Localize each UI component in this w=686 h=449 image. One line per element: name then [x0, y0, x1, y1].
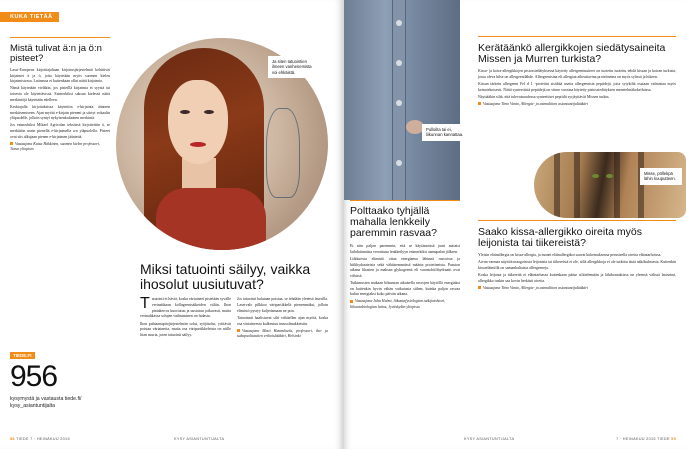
- article-allergen-extract: [478, 36, 676, 107]
- byline: [478, 102, 676, 108]
- byline-source: Vastaajana Juha Hulmi,: [355, 299, 393, 304]
- cat-stripe: [574, 152, 580, 218]
- byline-source: Vastaajana Matti Hannuksela,: [242, 328, 294, 333]
- bullet-square-icon: [478, 102, 481, 105]
- issue-info: 7 · HEINÄKUU 2015: [30, 437, 70, 441]
- paragraph: Nämä käytetään vieläkin, jos pisteillä kirjaimia ei syystä tai toisesta ole käytettävissä. Esimerkiksi saksan kielessä näitä merkintöjä käytetään edelleen.: [10, 86, 110, 102]
- byline-role: Allergia- ja astmaliiton asiantuntijalääkäri: [520, 101, 588, 106]
- cat-stripe: [638, 152, 644, 218]
- image-caption: Pulloilta tai ei, liikunnan kannattaa.: [422, 124, 468, 141]
- byline-source: Vastaajana Timo Vanto,: [483, 285, 520, 290]
- lips-shape: [190, 142, 206, 147]
- shirt-button: [396, 100, 402, 106]
- right-page: [344, 0, 686, 449]
- page-footer-section: KYSY ASIANTUNTIJALTA: [464, 437, 515, 441]
- paragraph: Yleisin eläinallergia on kissa-allergia, ja monet eläinallergikot saavat kokemuksensa perusteella oireita eläintarhoissa.: [478, 253, 662, 258]
- paragraph: Aivan varmaa näyttöä maagoisista leijonista tai tiikereistä ei ole, sillä allergikkoja ei ole tutkittu tästä näkökulmasta. Kuitenkin kissaeläimillä on samankaltaisia allergeeneja.: [478, 260, 676, 270]
- divider: [10, 37, 110, 38]
- article-body: [478, 69, 676, 100]
- byline-role: liikuntafysiologian tutkijatohtori, liikuntabiologian laitos, Jyväskylän yliopisto: [350, 299, 446, 310]
- shirt-belly-photo: [344, 0, 460, 200]
- tattoo-pattern: [266, 108, 300, 198]
- byline: [10, 142, 110, 153]
- left-page: [0, 0, 342, 449]
- divider: [478, 220, 676, 221]
- face-shape: [168, 80, 228, 164]
- paragraph: Koska leijonia ja tiikereitä ei eläintarhassa kuitenkaan pääse silittelemään ja lähikontaktissa on yleensä välissä lasiseinä, allergikko tuskin saa kovin herkästi oireita.: [478, 273, 676, 283]
- page-footer-section: KYSY ASIANTUNTIJALTA: [174, 437, 225, 441]
- divider: [350, 200, 460, 201]
- issue-info: 7 · HEINÄKUU 2015: [616, 437, 656, 441]
- magazine-name: TIEDE: [16, 437, 29, 441]
- cat-eye: [592, 174, 599, 178]
- shirt-button: [396, 60, 402, 66]
- article-big-cats: [478, 220, 676, 291]
- paragraph: Keskiajalla kirjoituksissa käytettiin e-kirjainta äänteen merkitsemiseen. Ajan myötä e-kirjain pieneni ja siirtyi vokaalin yläpuolelle, jolloin syntyi nykyisenkaltainen merkintä.: [10, 104, 110, 121]
- paragraph: [140, 297, 231, 320]
- byline: [478, 286, 676, 292]
- paragraph: Ihon puhtaanapitojärjestelmän solut, syöjäsolut, yrittävät poistaa väriainetta, mutta osa väripartikkeleista on niille liian suuria, joten tatuointi säilyy.: [140, 321, 231, 337]
- article-title: Polttaako tyhjällä mahalla lenkkeily paremmin rasvaa?: [350, 205, 437, 240]
- article-columns: [140, 297, 328, 340]
- paragraph-text: atuointi ei häviä, koska väriaineet pistetään syvälle verinahkaan kollageenisäikeiden väliin. Ihon pintakerros kuoriutuu ja uusiutuu jatkuvasti, mutta verinahkassa solujen vaihtuminen on hidasta.: [140, 297, 231, 319]
- dress-shape: [156, 188, 266, 250]
- article-title: Saako kissa-allergikko oireita myös leijonista tai tiikereistä?: [478, 226, 642, 250]
- shirt-button: [396, 160, 402, 166]
- byline: [350, 299, 460, 310]
- article-title: Mistä tulivat ä:n ja ö:n pisteet?: [10, 43, 102, 64]
- article-body: [10, 68, 110, 140]
- cat-stripe: [554, 152, 560, 218]
- article-body: [478, 253, 676, 284]
- paragraph: Ei niin paljon paremmin, että se käytännössä juuri auttaisi laihduttamista verrattuna lenkkeilyyn esimerkiksi aamupalan jälkeen.: [350, 244, 460, 254]
- feature-tag: TIEDE.FI: [10, 352, 35, 359]
- bullet-square-icon: [237, 329, 240, 332]
- cat-photo: [534, 152, 686, 218]
- paragraph: Jos esimerkiksi Mikael Agricolan tekstissä kirjoitettiin ä, se merkittiin usein pienellä e-kirjaimella a:n yläpuolella. Pisteet ovat siis alkujaan pienen e-kirjaimen jäänteitä.: [10, 123, 110, 139]
- paragraph: Jos tatuointi halutaan poistaa, se tehdään yleensä laserilla. Laservalo pilkkoo väripartikkelit pienemmiksi, jolloin elimistö pystyy kuljettamaan ne pois.: [237, 297, 328, 313]
- bullet-square-icon: [478, 286, 481, 289]
- cat-stripe: [614, 152, 620, 218]
- bullet-square-icon: [10, 142, 13, 145]
- paragraph: Kissa- ja koira-allergikkojen pistossiedätyksessä käytetty allergeeniuutteet on tuotettu tuotettu tehdä kissan ja koiran turkista, jossa oleva hilse on allergeenilähde. Allergeenisina eli allergiaa aiheuttavina proteiineina on myös sylissä ja hikeen.: [478, 69, 676, 79]
- page-footer-right: [616, 437, 676, 441]
- byline-role: suomen kielen professori, Turun yliopisto: [10, 141, 100, 152]
- page-footer-left: [10, 437, 70, 441]
- paragraph: Lassi-Europeus kirjoittajaltaan kirjoitusjärjestelmät kehittivät kirjaimet ä ja ö, joita käytetään myös suomen kielen kirjaimistossa. Latinassa ei kuitenkaan ollut näitä kirjaimia.: [10, 67, 110, 84]
- article-column: [140, 297, 231, 340]
- page-number: 58: [10, 437, 15, 441]
- article-body: [350, 244, 460, 298]
- byline: [237, 329, 328, 340]
- byline-source: Vastaajana Kaisa Häkkinen,: [15, 141, 60, 146]
- section-tag: KUKA TIETÄÄ: [0, 12, 59, 22]
- feature-number: 956: [10, 360, 58, 393]
- paragraph: Näyttääkin siltä, että tulevaisuudessa synteettiset peptidit syrjäyttävät Missen turkin.: [478, 94, 610, 99]
- feature-caption: kysymystä ja vastausta tiede.fi/ kysy_asiantuntijalta: [10, 396, 82, 409]
- cat-eye: [606, 174, 613, 178]
- eye-left: [180, 110, 190, 114]
- image-caption: Ja siten tatuointien ilmeen vanhenemista voi ehkäistä.: [268, 56, 318, 78]
- article-umlaut: [10, 37, 110, 153]
- byline-source: Vastaajana Timo Vanto,: [483, 101, 520, 106]
- article-tattoo: [140, 262, 328, 340]
- article-title: Miksi tatuointi säilyy, vaikka ihosolut uusiutuvat?: [140, 261, 311, 292]
- dropcap: T: [140, 295, 150, 313]
- magazine-name: TIEDE: [657, 437, 670, 441]
- byline-role: professori, iho- ja sukupuolitautien erikoislääkäri, Helsinki: [237, 328, 328, 339]
- byline-role: Allergia- ja astmaliiton asiantuntijalääkäri: [520, 285, 588, 290]
- article-column: [237, 297, 328, 340]
- page-number: 59: [671, 437, 676, 441]
- paragraph: Kissan tärkein allergeeni Fel d 1 -proteiini sisältää useita allergeenisia peptidejä, joita sytykiltä osataan valmistaa myös keinotekoisesti. Näitä synteettisiä peptidejä on viime vuosina käytetty pistossiedätyksen menetelmäkokeiluissa.: [478, 81, 676, 92]
- article-fasting-jog: [350, 200, 460, 311]
- shirt-button: [396, 20, 402, 26]
- image-caption: Misse, pöllekpä lähin kuuputteen.: [640, 168, 682, 185]
- divider: [478, 36, 676, 37]
- paragraph: Tatuoinnit haalistuvat silti vähitellen ajan myötä, koska osa väriaineesta kulkeutuu imusolmukkeisiin.: [237, 315, 328, 326]
- article-title: Kerätäänkö allergikkojen siedätysaineita Missen ja Murren turkista?: [478, 42, 666, 66]
- bullet-square-icon: [350, 300, 353, 303]
- paragraph: Tutkimusten mukaan liikunnan aikaisella rasvojen käytöllä energiaksi on kuitenkin hyvin vähän vaikutusta siihen, kuinka paljon rasvaa kuluu energiaksi koko päivän aikana.: [350, 280, 460, 297]
- paragraph: Liikkuessa elimistö ottaa energiansa lähinnä rasvoista ja hiilihydraateista sekä vähäisemmässä määrin proteiineista. Paaston aikana lihasten ja maksan glykogeenit eli varastohiilihydraatit ovat vähissä.: [350, 256, 460, 278]
- eye-right: [204, 110, 214, 114]
